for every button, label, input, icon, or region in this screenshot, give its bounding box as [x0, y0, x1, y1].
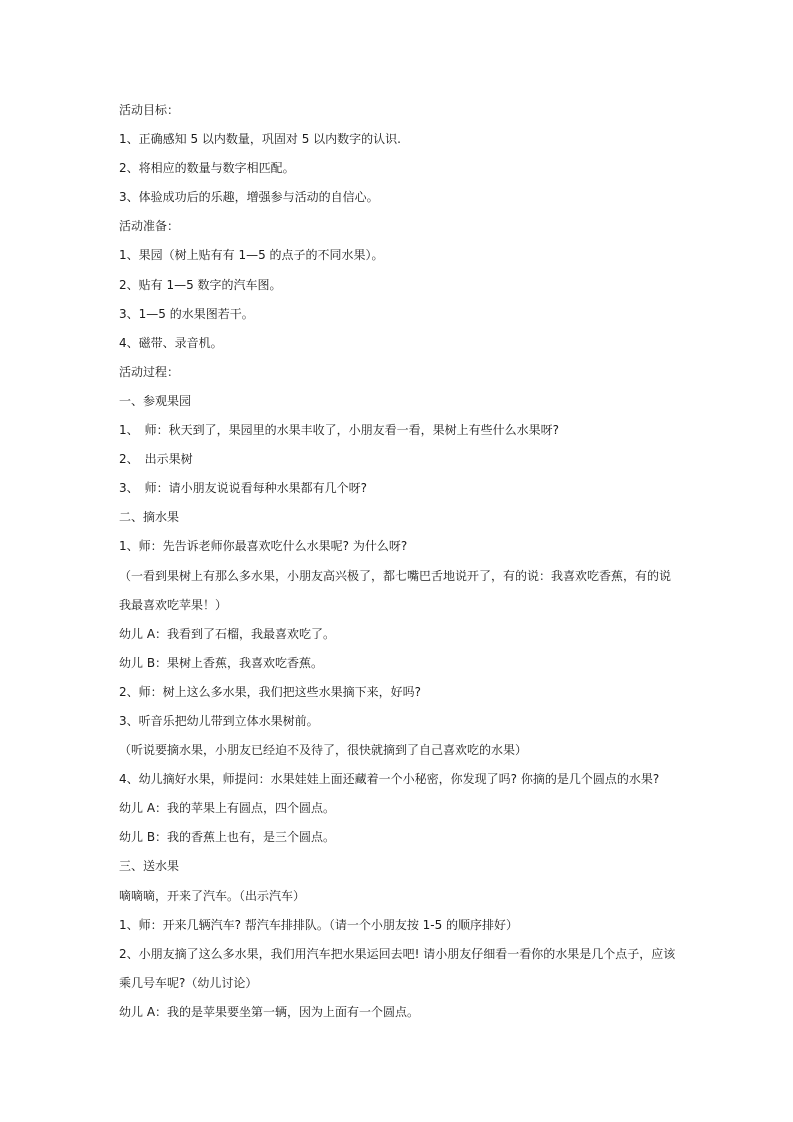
section-heading-goals: 活动目标： — [119, 103, 180, 117]
paragraph: （听说要摘水果，小朋友已经迫不及待了，很快就摘到了自己喜欢吃的水果） — [119, 743, 528, 758]
paragraph: 3、 师：请小朋友说说看每种水果都有几个呀? — [119, 481, 368, 496]
paragraph: 2、师：树上这么多水果，我们把这些水果摘下来，好吗? — [119, 684, 422, 699]
section-heading-process: 活动过程： — [119, 364, 180, 379]
subsection-heading: 三、送水果 — [119, 859, 180, 874]
subsection-heading: 一、参观果园 — [119, 393, 192, 408]
paragraph: 乘几号车呢?（幼儿讨论） — [119, 975, 258, 990]
paragraph: 1、师：先告诉老师你最喜欢吃什么水果呢? 为什么呀? — [119, 539, 408, 554]
paragraph: 幼儿 B：我的香蕉上也有，是三个圆点。 — [119, 830, 336, 845]
paragraph: 3、体验成功后的乐趣，增强参与活动的自信心。 — [119, 190, 379, 205]
paragraph: 3、1—5 的水果图若干。 — [119, 306, 254, 321]
paragraph: （一看到果树上有那么多水果，小朋友高兴极了，都七嘴巴舌地说开了，有的说：我喜欢吃香蕉，有的说 — [119, 568, 672, 583]
section-heading-preparation: 活动准备： — [119, 219, 180, 234]
paragraph: 幼儿 A：我的苹果上有圆点，四个圆点。 — [119, 801, 336, 816]
paragraph: 4、磁带、录音机。 — [119, 335, 223, 350]
paragraph: 嘀嘀嘀，开来了汽车。（出示汽车） — [119, 888, 306, 903]
paragraph: 1、师：开来几辆汽车? 帮汽车排排队。（请一个小朋友按 1-5 的顺序排好） — [119, 917, 519, 932]
paragraph: 4、幼儿摘好水果，师提问：水果娃娃上面还藏着一个小秘密，你发现了吗? 你摘的是几个圆点的水果? — [119, 772, 660, 787]
paragraph: 2、小朋友摘了这么多水果，我们用汽车把水果运回去吧! 请小朋友仔细看一看你的水果是几个点子，应该 — [119, 946, 676, 961]
paragraph: 2、贴有 1—5 数字的汽车图。 — [119, 277, 282, 292]
paragraph: 1、正确感知 5 以内数量，巩固对 5 以内数字的认识. — [119, 132, 401, 147]
paragraph: 2、 出示果树 — [119, 452, 193, 467]
paragraph: 幼儿 A：我的是苹果要坐第一辆，因为上面有一个圆点。 — [119, 1004, 420, 1019]
paragraph: 3、听音乐把幼儿带到立体水果树前。 — [119, 713, 319, 728]
subsection-heading: 二、摘水果 — [119, 510, 180, 525]
paragraph: 幼儿 A：我看到了石榴，我最喜欢吃了。 — [119, 626, 336, 641]
paragraph: 幼儿 B：果树上香蕉，我喜欢吃香蕉。 — [119, 655, 324, 670]
paragraph: 1、果园（树上贴有有 1—5 的点子的不同水果）。 — [119, 248, 384, 263]
paragraph: 2、将相应的数量与数字相匹配。 — [119, 161, 295, 176]
paragraph: 1、 师：秋天到了，果园里的水果丰收了，小朋友看一看，果树上有些什么水果呀? — [119, 423, 560, 438]
document-body — [119, 100, 679, 1031]
paragraph: 我最喜欢吃苹果！） — [119, 597, 228, 612]
